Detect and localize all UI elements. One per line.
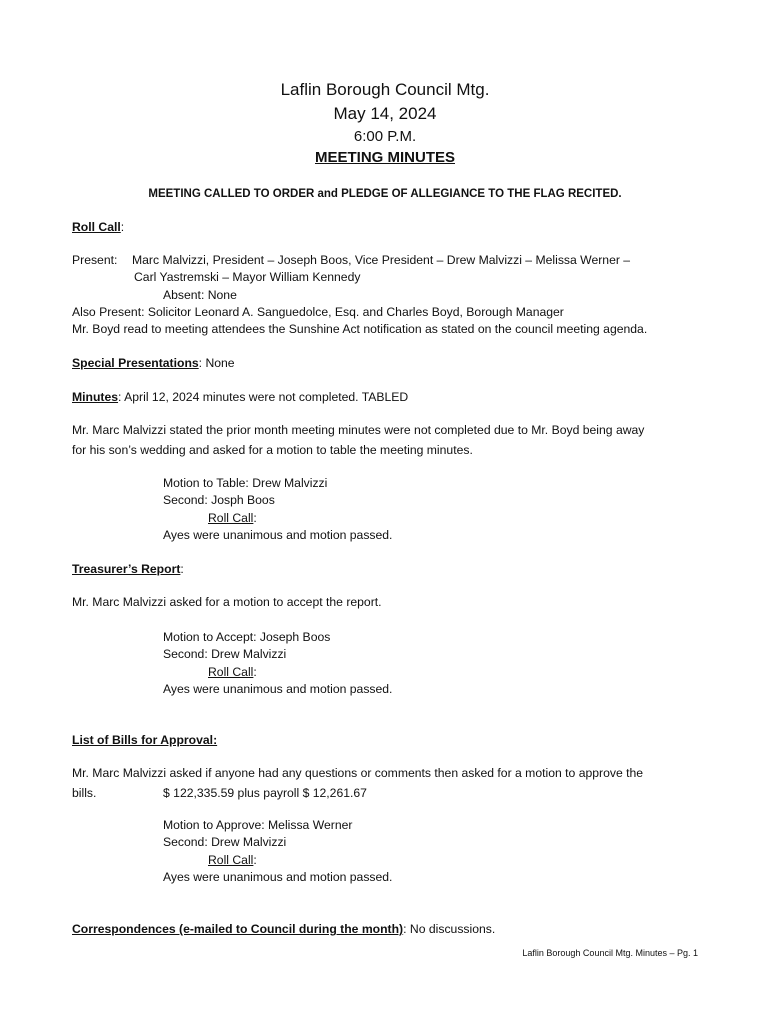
treasurer-roll-call-label: Roll Call xyxy=(208,665,254,679)
special-presentations-value: : None xyxy=(198,356,235,370)
minutes-section xyxy=(72,390,408,405)
roll-call-colon: : xyxy=(120,220,125,234)
treasurer-motion: Motion to Accept: Joseph Boos xyxy=(163,630,331,644)
minutes-para-line-2: for his son’s wedding and asked for a motion to table the meeting minutes. xyxy=(72,443,473,457)
treasurer-colon: : xyxy=(180,562,184,576)
special-presentations-section xyxy=(72,356,235,371)
correspondences-label: Correspondences (e-mailed to Council during the month) xyxy=(72,922,404,936)
roll-call-section xyxy=(72,220,124,235)
minutes-label: Minutes xyxy=(72,390,119,404)
present-line-1: Marc Malvizzi, President – Joseph Boos, Vice President – Drew Malvizzi – Melissa Werner – xyxy=(132,253,631,267)
bills-para-line-1: Mr. Marc Malvizzi asked if anyone had any questions or comments then asked for a motion to approve the xyxy=(72,766,644,780)
minutes-roll-call-label: Roll Call xyxy=(208,511,254,525)
bills-roll-call-label: Roll Call xyxy=(208,853,254,867)
treasurer-second: Second: Drew Malvizzi xyxy=(163,647,287,661)
meeting-date: May 14, 2024 xyxy=(333,104,437,123)
bills-result: Ayes were unanimous and motion passed. xyxy=(163,870,393,884)
treasurer-para: Mr. Marc Malvizzi asked for a motion to accept the report. xyxy=(72,595,382,609)
treasurer-roll-call-colon: : xyxy=(253,665,257,679)
bills-motion: Motion to Approve: Melissa Werner xyxy=(163,818,353,832)
minutes-para-line-1: Mr. Marc Malvizzi stated the prior month meeting minutes were not completed due to Mr. Boyd being away xyxy=(72,423,645,437)
present-label: Present: xyxy=(72,253,118,267)
treasurer-section xyxy=(72,562,184,577)
called-to-order: MEETING CALLED TO ORDER and PLEDGE OF ALLEGIANCE TO THE FLAG RECITED. xyxy=(148,188,622,200)
minutes-roll-call-colon: : xyxy=(253,511,257,525)
bills-label: List of Bills for Approval: xyxy=(72,733,218,747)
treasurer-roll-call xyxy=(208,665,257,680)
treasurer-result: Ayes were unanimous and motion passed. xyxy=(163,682,393,696)
bills-second: Second: Drew Malvizzi xyxy=(163,835,287,849)
minutes-motion: Motion to Table: Drew Malvizzi xyxy=(163,476,328,490)
bills-roll-call-colon: : xyxy=(253,853,257,867)
minutes-result: Ayes were unanimous and motion passed. xyxy=(163,528,393,542)
meeting-time: 6:00 P.M. xyxy=(353,128,417,145)
minutes-second: Second: Josph Boos xyxy=(163,493,275,507)
present-line-2: Carl Yastremski – Mayor William Kennedy xyxy=(134,270,361,284)
absent-line: Absent: None xyxy=(163,288,237,302)
correspondences-value: : No discussions. xyxy=(403,922,496,936)
document-title: Laflin Borough Council Mtg. xyxy=(280,80,490,99)
bills-amount: $ 122,335.59 plus payroll $ 12,261.67 xyxy=(163,786,367,800)
minutes-roll-call xyxy=(208,511,257,526)
minutes-value: : April 12, 2024 minutes were not completed. TABLED xyxy=(118,390,409,404)
sunshine-act-line: Mr. Boyd read to meeting attendees the Sunshine Act notification as stated on the council meeting agenda. xyxy=(72,322,648,336)
correspondences-section xyxy=(72,922,495,937)
roll-call-label: Roll Call xyxy=(72,220,121,234)
also-present-line: Also Present: Solicitor Leonard A. Sanguedolce, Esq. and Charles Boyd, Borough Manager xyxy=(72,305,564,319)
minutes-heading: MEETING MINUTES xyxy=(314,149,455,166)
bills-para-line-2a: bills. xyxy=(72,786,97,800)
special-presentations-label: Special Presentations xyxy=(72,356,199,370)
page-footer: Laflin Borough Council Mtg. Minutes – Pg. 1 xyxy=(522,948,698,958)
treasurer-label: Treasurer’s Report xyxy=(72,562,181,576)
bills-roll-call xyxy=(208,853,257,868)
